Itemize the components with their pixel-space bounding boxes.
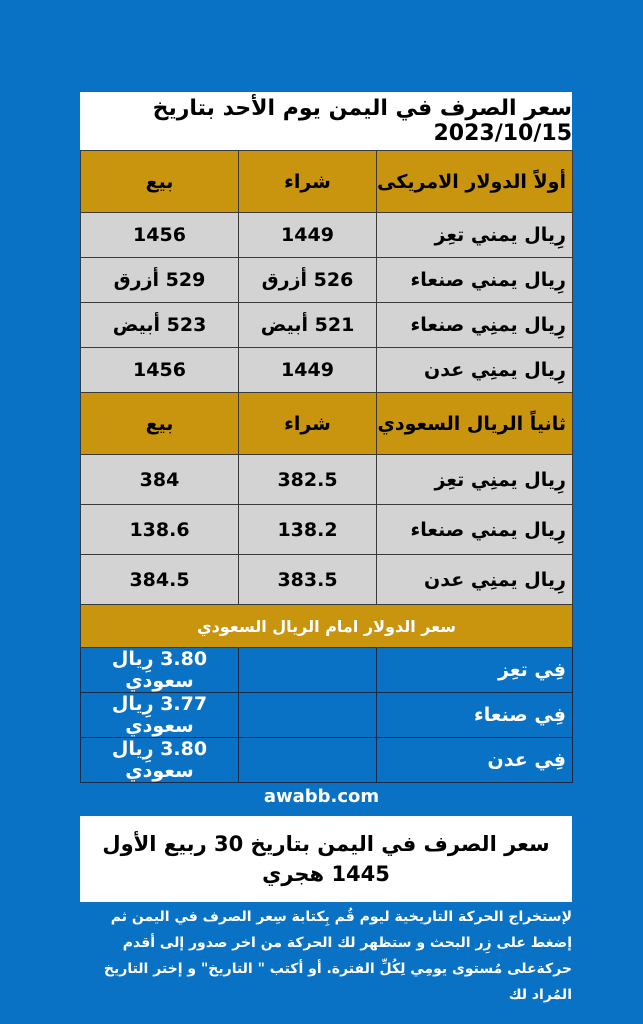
page-title: سعر الصرف في اليمن يوم الأحد بتاريخ 2023/10/15 <box>152 96 572 146</box>
buy-value: 1449 <box>239 213 377 258</box>
rate-value: 3.80 رِيال سعودي <box>81 738 239 783</box>
exchange-rate-table <box>80 150 573 783</box>
hijri-title: سعر الصرف في اليمن بتاريخ 30 ربيع الأول 1445 هجري <box>102 832 550 886</box>
usd-header-label: أولاً الدولار الامريكى <box>377 151 573 213</box>
table-row <box>81 348 573 393</box>
table-row <box>81 693 573 738</box>
website-link[interactable]: awabb.com <box>263 786 380 807</box>
sell-value: 138.6 <box>81 505 239 555</box>
city-label: فِي صنعاء <box>377 693 573 738</box>
table-row <box>81 258 573 303</box>
rate-value: 3.77 رِيال سعودي <box>81 693 239 738</box>
usd-sar-title: سعر الدولار امام الريال السعودي <box>81 605 573 648</box>
empty-cell <box>239 693 377 738</box>
table-row <box>81 648 573 693</box>
sell-value: 384 <box>81 455 239 505</box>
usd-header-buy: شراء <box>239 151 377 213</box>
sell-value: 1456 <box>81 213 239 258</box>
row-label: رِيال يمني تعِز <box>377 213 573 258</box>
empty-cell <box>239 738 377 783</box>
usd-header-row <box>81 151 573 213</box>
table-row <box>81 455 573 505</box>
page-title-box <box>80 92 572 150</box>
usd-sar-title-row <box>81 605 573 648</box>
empty-cell <box>239 648 377 693</box>
sell-value: 523 أبيض <box>81 303 239 348</box>
buy-value: 521 أبيض <box>239 303 377 348</box>
table-row <box>81 213 573 258</box>
row-label: رِيال يمنِي عدن <box>377 555 573 605</box>
buy-value: 526 أزرق <box>239 258 377 303</box>
table-row <box>81 738 573 783</box>
sell-value: 1456 <box>81 348 239 393</box>
usd-header-sell: بيع <box>81 151 239 213</box>
buy-value: 138.2 <box>239 505 377 555</box>
rate-value: 3.80 رِيال سعودي <box>81 648 239 693</box>
table-row <box>81 505 573 555</box>
sell-value: 529 أزرق <box>81 258 239 303</box>
table-row <box>81 555 573 605</box>
city-label: فِي عدن <box>377 738 573 783</box>
row-label: رِيال يمنِي تعِز <box>377 455 573 505</box>
hijri-title-box <box>80 816 572 902</box>
sar-header-row <box>81 393 573 455</box>
row-label: رِيال يمنِي صنعاء <box>377 303 573 348</box>
buy-value: 1449 <box>239 348 377 393</box>
sell-value: 384.5 <box>81 555 239 605</box>
sar-header-buy: شراء <box>239 393 377 455</box>
row-label: رِيال يمنِي عدن <box>377 348 573 393</box>
buy-value: 382.5 <box>239 455 377 505</box>
table-row <box>81 303 573 348</box>
instructions-note: لإستخراج الحركة التاريخية ليوم قُم بِكتابة سِعر الصرف في اليمن ثم إضغط على زِر البحث و ستظهر لك الحركة من اخر صدور إلى أقدم حركةعلى مُستوى يومِي لِكُلِّ الفترة. أو أكتب " التاريخ" و إختر التاريخ المُراد لك <box>103 909 572 1003</box>
sar-header-sell: بيع <box>81 393 239 455</box>
city-label: فِي تعِز <box>377 648 573 693</box>
row-label: رِيال يمني صنعاء <box>377 505 573 555</box>
sar-header-label: ثانياً الريال السعودي <box>377 393 573 455</box>
row-label: رِيال يمني صنعاء <box>377 258 573 303</box>
buy-value: 383.5 <box>239 555 377 605</box>
